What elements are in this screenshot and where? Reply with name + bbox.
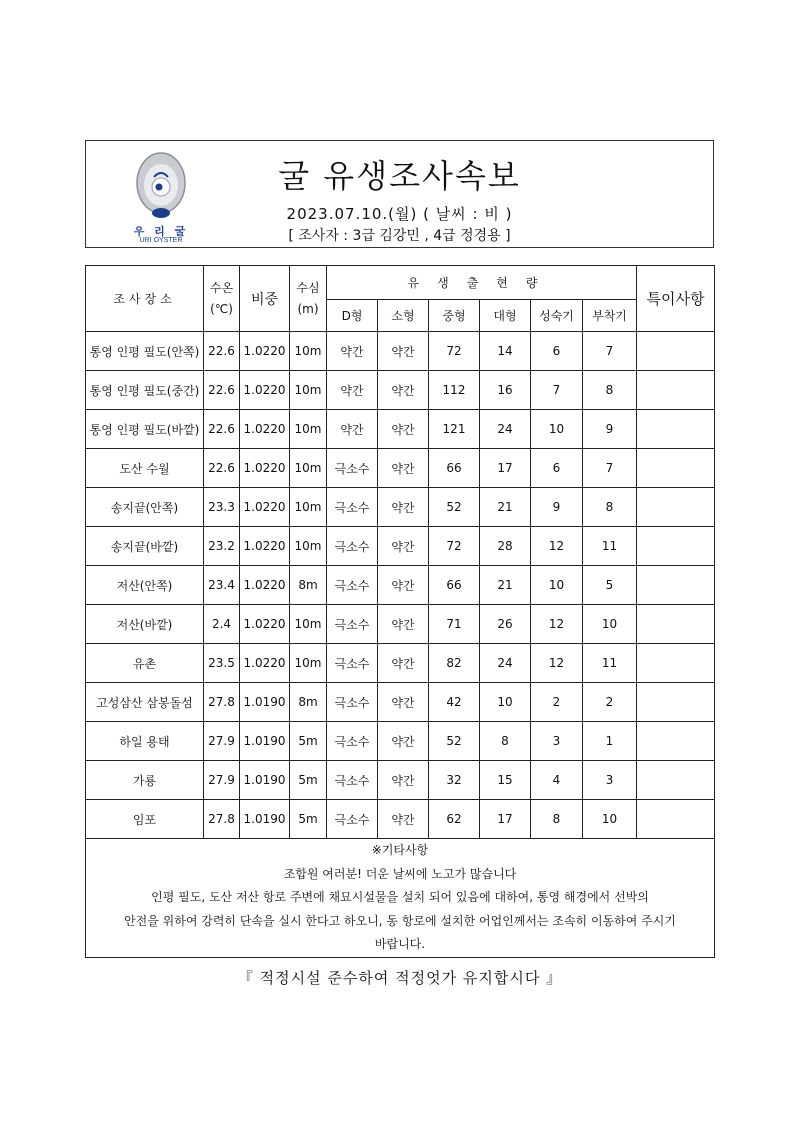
cell-density: 1.0220 bbox=[240, 410, 290, 449]
cell-depth: 8m bbox=[290, 566, 327, 605]
logo-text: 우 리 굴 bbox=[133, 225, 189, 238]
note-line: 조합원 여러분! 더운 날씨에 노고가 많습니다 bbox=[283, 866, 517, 881]
cell-temp: 23.4 bbox=[204, 566, 240, 605]
cell-mature: 10 bbox=[531, 566, 583, 605]
cell-depth: 10m bbox=[290, 527, 327, 566]
col-remarks-header: 특이사항 bbox=[637, 266, 715, 332]
cell-d-type: 극소수 bbox=[327, 449, 378, 488]
subcol-small: 소형 bbox=[378, 300, 429, 332]
cell-temp: 27.9 bbox=[204, 722, 240, 761]
col-larvae-group-header: 유생출현량 bbox=[327, 266, 637, 300]
cell-remark bbox=[637, 449, 715, 488]
cell-attach: 10 bbox=[583, 605, 637, 644]
cell-attach: 5 bbox=[583, 566, 637, 605]
table-row bbox=[86, 644, 715, 683]
surveyor-line: [ 조사자 : 3급 김강민 , 4급 정경용 ] bbox=[288, 228, 511, 244]
cell-small: 약간 bbox=[378, 527, 429, 566]
cell-location: 저산(안쪽) bbox=[86, 566, 204, 605]
logo-subtext: URI OYSTER bbox=[139, 237, 183, 244]
cell-medium: 121 bbox=[429, 410, 480, 449]
col-depth-header: 수심 (m) bbox=[290, 266, 327, 332]
cell-d-type: 극소수 bbox=[327, 800, 378, 839]
cell-large: 28 bbox=[480, 527, 531, 566]
cell-density: 1.0220 bbox=[240, 566, 290, 605]
cell-temp: 22.6 bbox=[204, 371, 240, 410]
cell-d-type: 약간 bbox=[327, 371, 378, 410]
cell-location: 통영 인평 필도(안쪽) bbox=[86, 332, 204, 371]
cell-temp: 23.3 bbox=[204, 488, 240, 527]
cell-depth: 5m bbox=[290, 800, 327, 839]
cell-depth: 10m bbox=[290, 605, 327, 644]
cell-mature: 10 bbox=[531, 410, 583, 449]
cell-attach: 8 bbox=[583, 488, 637, 527]
cell-large: 24 bbox=[480, 644, 531, 683]
table-row bbox=[86, 800, 715, 839]
note-line: 바랍니다. bbox=[374, 937, 426, 951]
cell-large: 17 bbox=[480, 449, 531, 488]
cell-medium: 66 bbox=[429, 449, 480, 488]
cell-small: 약간 bbox=[378, 410, 429, 449]
cell-attach: 3 bbox=[583, 761, 637, 800]
cell-medium: 71 bbox=[429, 605, 480, 644]
cell-remark bbox=[637, 605, 715, 644]
cell-density: 1.0220 bbox=[240, 371, 290, 410]
cell-density: 1.0190 bbox=[240, 722, 290, 761]
cell-mature: 6 bbox=[531, 332, 583, 371]
cell-mature: 3 bbox=[531, 722, 583, 761]
cell-mature: 12 bbox=[531, 644, 583, 683]
cell-location: 유촌 bbox=[86, 644, 204, 683]
cell-d-type: 약간 bbox=[327, 410, 378, 449]
cell-large: 21 bbox=[480, 566, 531, 605]
cell-small: 약간 bbox=[378, 332, 429, 371]
cell-attach: 1 bbox=[583, 722, 637, 761]
cell-depth: 5m bbox=[290, 761, 327, 800]
note-line: 인평 필도, 도산 저산 항로 주변에 채묘시설물을 설치 되어 있음에 대하여, 통영 해경에서 선박의 bbox=[151, 890, 649, 904]
cell-density: 1.0220 bbox=[240, 605, 290, 644]
cell-remark bbox=[637, 371, 715, 410]
table-row bbox=[86, 371, 715, 410]
cell-depth: 10m bbox=[290, 371, 327, 410]
cell-large: 26 bbox=[480, 605, 531, 644]
cell-remark bbox=[637, 566, 715, 605]
notes-heading: ※기타사항 bbox=[371, 843, 429, 857]
cell-mature: 9 bbox=[531, 488, 583, 527]
cell-medium: 72 bbox=[429, 527, 480, 566]
cell-d-type: 극소수 bbox=[327, 605, 378, 644]
cell-density: 1.0220 bbox=[240, 488, 290, 527]
cell-small: 약간 bbox=[378, 722, 429, 761]
cell-remark bbox=[637, 527, 715, 566]
cell-d-type: 극소수 bbox=[327, 683, 378, 722]
cell-small: 약간 bbox=[378, 761, 429, 800]
cell-temp: 27.8 bbox=[204, 800, 240, 839]
cell-density: 1.0220 bbox=[240, 449, 290, 488]
cell-mature: 12 bbox=[531, 527, 583, 566]
cell-small: 약간 bbox=[378, 488, 429, 527]
cell-location: 고성삼산 삼봉돌섬 bbox=[86, 683, 204, 722]
report-header bbox=[85, 140, 714, 248]
cell-location: 통영 인평 필도(바깥) bbox=[86, 410, 204, 449]
cell-small: 약간 bbox=[378, 566, 429, 605]
col-temp-header: 수온 (℃) bbox=[204, 266, 240, 332]
table-row bbox=[86, 488, 715, 527]
page-title: 굴 유생조사속보 bbox=[278, 157, 521, 195]
cell-small: 약간 bbox=[378, 800, 429, 839]
cell-small: 약간 bbox=[378, 371, 429, 410]
cell-large: 8 bbox=[480, 722, 531, 761]
table-row bbox=[86, 332, 715, 371]
cell-remark bbox=[637, 722, 715, 761]
cell-medium: 52 bbox=[429, 722, 480, 761]
col-density-header: 비중 bbox=[240, 266, 290, 332]
cell-attach: 9 bbox=[583, 410, 637, 449]
cell-mature: 8 bbox=[531, 800, 583, 839]
cell-depth: 10m bbox=[290, 488, 327, 527]
cell-remark bbox=[637, 488, 715, 527]
cell-location: 임포 bbox=[86, 800, 204, 839]
cell-temp: 23.2 bbox=[204, 527, 240, 566]
subcol-attach: 부착기 bbox=[583, 300, 637, 332]
col-location-header: 조사장소 bbox=[86, 266, 204, 332]
cell-mature: 12 bbox=[531, 605, 583, 644]
cell-large: 17 bbox=[480, 800, 531, 839]
cell-attach: 7 bbox=[583, 449, 637, 488]
cell-large: 14 bbox=[480, 332, 531, 371]
cell-small: 약간 bbox=[378, 644, 429, 683]
footer-slogan: 『 적정시설 준수하여 적정엇가 유지합시다 』 bbox=[237, 969, 563, 987]
larvae-survey-table bbox=[85, 265, 715, 958]
cell-temp: 27.9 bbox=[204, 761, 240, 800]
cell-attach: 11 bbox=[583, 527, 637, 566]
cell-location: 송지끝(안쪽) bbox=[86, 488, 204, 527]
table-row bbox=[86, 683, 715, 722]
cell-medium: 42 bbox=[429, 683, 480, 722]
cell-d-type: 극소수 bbox=[327, 722, 378, 761]
cell-attach: 10 bbox=[583, 800, 637, 839]
cell-mature: 6 bbox=[531, 449, 583, 488]
cell-temp: 2.4 bbox=[204, 605, 240, 644]
cell-medium: 66 bbox=[429, 566, 480, 605]
cell-medium: 52 bbox=[429, 488, 480, 527]
cell-depth: 8m bbox=[290, 683, 327, 722]
cell-temp: 22.6 bbox=[204, 332, 240, 371]
notes-cell bbox=[86, 839, 715, 958]
cell-d-type: 극소수 bbox=[327, 644, 378, 683]
cell-depth: 10m bbox=[290, 410, 327, 449]
cell-temp: 22.6 bbox=[204, 410, 240, 449]
cell-location: 통영 인평 필도(중간) bbox=[86, 371, 204, 410]
cell-remark bbox=[637, 644, 715, 683]
cell-mature: 4 bbox=[531, 761, 583, 800]
subcol-mature: 성숙기 bbox=[531, 300, 583, 332]
cell-large: 15 bbox=[480, 761, 531, 800]
cell-density: 1.0220 bbox=[240, 644, 290, 683]
cell-location: 송지끝(바깥) bbox=[86, 527, 204, 566]
table-row bbox=[86, 722, 715, 761]
cell-medium: 112 bbox=[429, 371, 480, 410]
cell-temp: 22.6 bbox=[204, 449, 240, 488]
cell-medium: 72 bbox=[429, 332, 480, 371]
cell-density: 1.0190 bbox=[240, 683, 290, 722]
subcol-large: 대형 bbox=[480, 300, 531, 332]
cell-depth: 10m bbox=[290, 644, 327, 683]
cell-medium: 32 bbox=[429, 761, 480, 800]
cell-large: 21 bbox=[480, 488, 531, 527]
cell-small: 약간 bbox=[378, 605, 429, 644]
cell-depth: 10m bbox=[290, 332, 327, 371]
note-line: 안전을 위하여 강력히 단속을 실시 한다고 하오니, 동 항로에 설치한 어업인께서는 조속히 이동하여 주시기 bbox=[124, 913, 676, 928]
subcol-medium: 중형 bbox=[429, 300, 480, 332]
cell-small: 약간 bbox=[378, 683, 429, 722]
cell-location: 가룡 bbox=[86, 761, 204, 800]
cell-mature: 2 bbox=[531, 683, 583, 722]
cell-attach: 7 bbox=[583, 332, 637, 371]
cell-density: 1.0190 bbox=[240, 761, 290, 800]
date-weather-line: 2023.07.10.(월) ( 날씨 : 비 ) bbox=[286, 205, 513, 223]
cell-large: 24 bbox=[480, 410, 531, 449]
cell-density: 1.0220 bbox=[240, 332, 290, 371]
cell-depth: 10m bbox=[290, 449, 327, 488]
cell-attach: 8 bbox=[583, 371, 637, 410]
cell-location: 도산 수월 bbox=[86, 449, 204, 488]
cell-large: 10 bbox=[480, 683, 531, 722]
cell-d-type: 극소수 bbox=[327, 566, 378, 605]
table-row bbox=[86, 527, 715, 566]
cell-mature: 7 bbox=[531, 371, 583, 410]
cell-temp: 27.8 bbox=[204, 683, 240, 722]
table-row bbox=[86, 605, 715, 644]
subcol-d-type: D형 bbox=[327, 300, 378, 332]
cell-remark bbox=[637, 761, 715, 800]
table-row bbox=[86, 410, 715, 449]
cell-remark bbox=[637, 683, 715, 722]
cell-d-type: 약간 bbox=[327, 332, 378, 371]
cell-small: 약간 bbox=[378, 449, 429, 488]
cell-d-type: 극소수 bbox=[327, 527, 378, 566]
table-row bbox=[86, 449, 715, 488]
cell-d-type: 극소수 bbox=[327, 488, 378, 527]
cell-density: 1.0220 bbox=[240, 527, 290, 566]
cell-density: 1.0190 bbox=[240, 800, 290, 839]
cell-d-type: 극소수 bbox=[327, 761, 378, 800]
cell-medium: 62 bbox=[429, 800, 480, 839]
cell-medium: 82 bbox=[429, 644, 480, 683]
cell-location: 하일 용태 bbox=[86, 722, 204, 761]
cell-large: 16 bbox=[480, 371, 531, 410]
table-row bbox=[86, 566, 715, 605]
table-row bbox=[86, 761, 715, 800]
cell-remark bbox=[637, 332, 715, 371]
cell-attach: 2 bbox=[583, 683, 637, 722]
cell-attach: 11 bbox=[583, 644, 637, 683]
cell-location: 저산(바깥) bbox=[86, 605, 204, 644]
cell-remark bbox=[637, 410, 715, 449]
cell-depth: 5m bbox=[290, 722, 327, 761]
cell-temp: 23.5 bbox=[204, 644, 240, 683]
cell-remark bbox=[637, 800, 715, 839]
